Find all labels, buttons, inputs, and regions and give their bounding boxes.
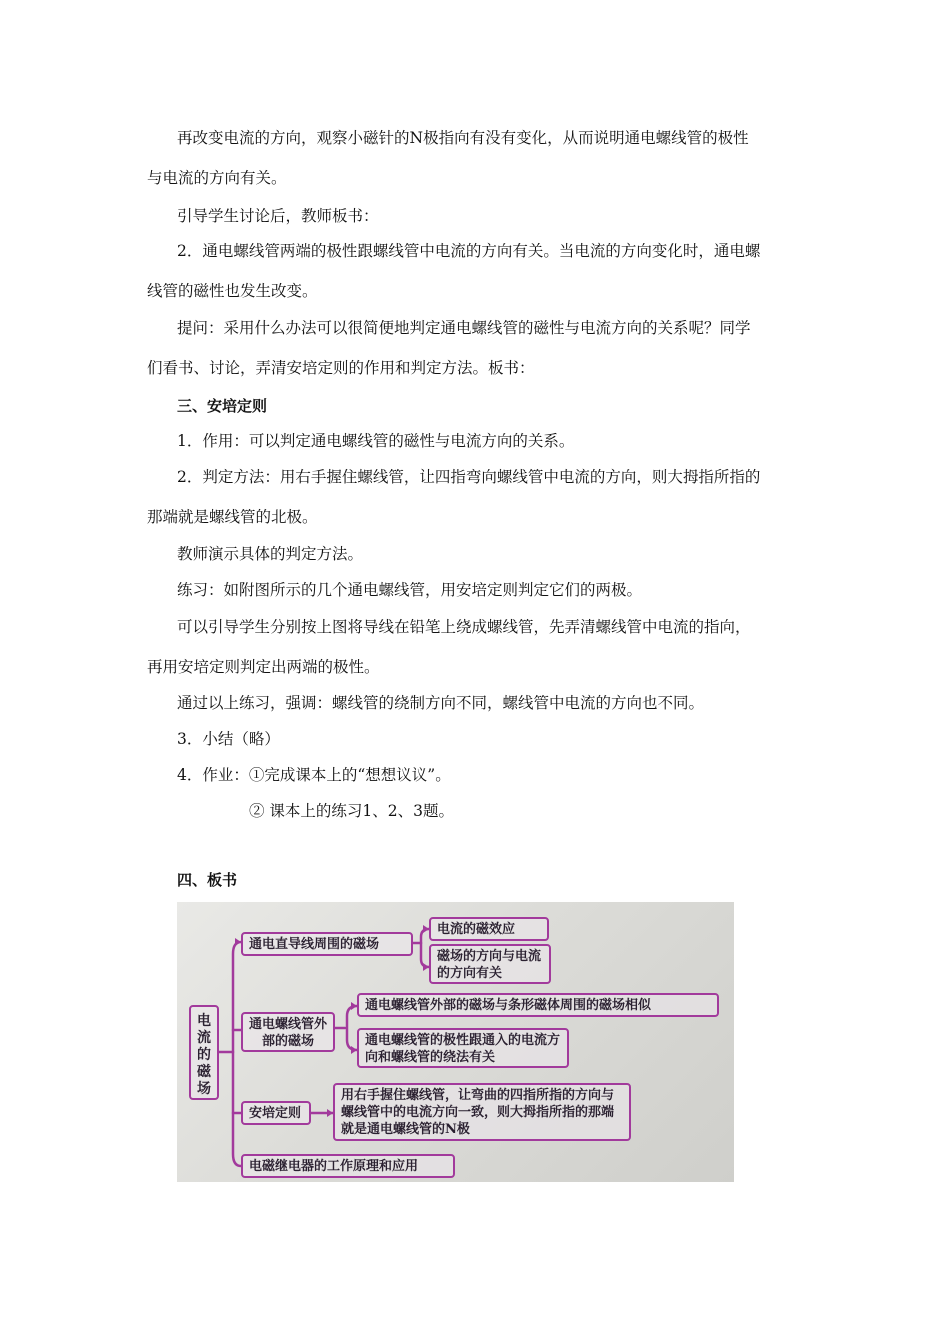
paragraph: 们看书、讨论，弄清安培定则的作用和判定方法。板书：: [147, 359, 535, 377]
mindmap-branch-solenoid: 通电螺线管外部的磁场: [241, 1012, 335, 1052]
mindmap-branch-relay: 电磁继电器的工作原理和应用: [241, 1154, 455, 1178]
mindmap-leaf-bar-magnet-similarity: 通电螺线管外部的磁场与条形磁体周围的磁场相似: [357, 993, 719, 1017]
paragraph: ② 课本上的练习1、2、3题。: [249, 802, 455, 820]
paragraph: 通过以上练习，强调：螺线管的绕制方向不同，螺线管中电流的方向也不同。: [177, 694, 705, 712]
paragraph: 3．小结（略）: [177, 730, 280, 748]
mindmap-leaf-magnetic-effect: 电流的磁效应: [429, 917, 549, 941]
paragraph: 2．判定方法：用右手握住螺线管，让四指弯向螺线管中电流的方向，则大拇指所指的: [177, 468, 761, 486]
paragraph: 线管的磁性也发生改变。: [147, 282, 318, 300]
section-heading: 四、板书: [177, 871, 238, 889]
mindmap-branch-ampere-rule: 安培定则: [241, 1101, 311, 1125]
mindmap-leaf-right-hand-rule: 用右手握住螺线管，让弯曲的四指所指的方向与螺线管中的电流方向一致，则大拇指所指的那端就是通电螺线管的N极: [333, 1083, 631, 1141]
paragraph: 再改变电流的方向，观察小磁针的N极指向有没有变化，从而说明通电螺线管的极性: [177, 129, 749, 147]
mindmap-branch-straight-wire: 通电直导线周围的磁场: [241, 932, 413, 956]
mindmap-root: 电流的磁场: [189, 1005, 219, 1100]
mindmap-leaf-polarity-factors: 通电螺线管的极性跟通入的电流方向和螺线管的绕法有关: [357, 1028, 569, 1068]
paragraph: 4．作业：①完成课本上的“想想议议”。: [177, 766, 451, 784]
paragraph: 再用安培定则判定出两端的极性。: [147, 658, 380, 676]
mindmap-leaf-field-direction: 磁场的方向与电流的方向有关: [429, 944, 551, 984]
paragraph: 与电流的方向有关。: [147, 169, 287, 187]
board-photo: [177, 902, 734, 1182]
paragraph: 可以引导学生分别按上图将导线在铅笔上绕成螺线管，先弄清螺线管中电流的指向，: [177, 618, 751, 636]
paragraph: 教师演示具体的判定方法。: [177, 545, 364, 563]
paragraph: 2．通电螺线管两端的极性跟螺线管中电流的方向有关。当电流的方向变化时，通电螺: [177, 242, 761, 260]
paragraph: 练习：如附图所示的几个通电螺线管，用安培定则判定它们的两极。: [177, 581, 643, 599]
paragraph: 那端就是螺线管的北极。: [147, 508, 318, 526]
paragraph: 引导学生讨论后，教师板书：: [177, 207, 379, 225]
paragraph: 1．作用：可以判定通电螺线管的磁性与电流方向的关系。: [177, 432, 575, 450]
section-heading: 三、安培定则: [177, 397, 268, 415]
paragraph: 提问：采用什么办法可以很简便地判定通电螺线管的磁性与电流方向的关系呢？同学: [177, 319, 751, 337]
